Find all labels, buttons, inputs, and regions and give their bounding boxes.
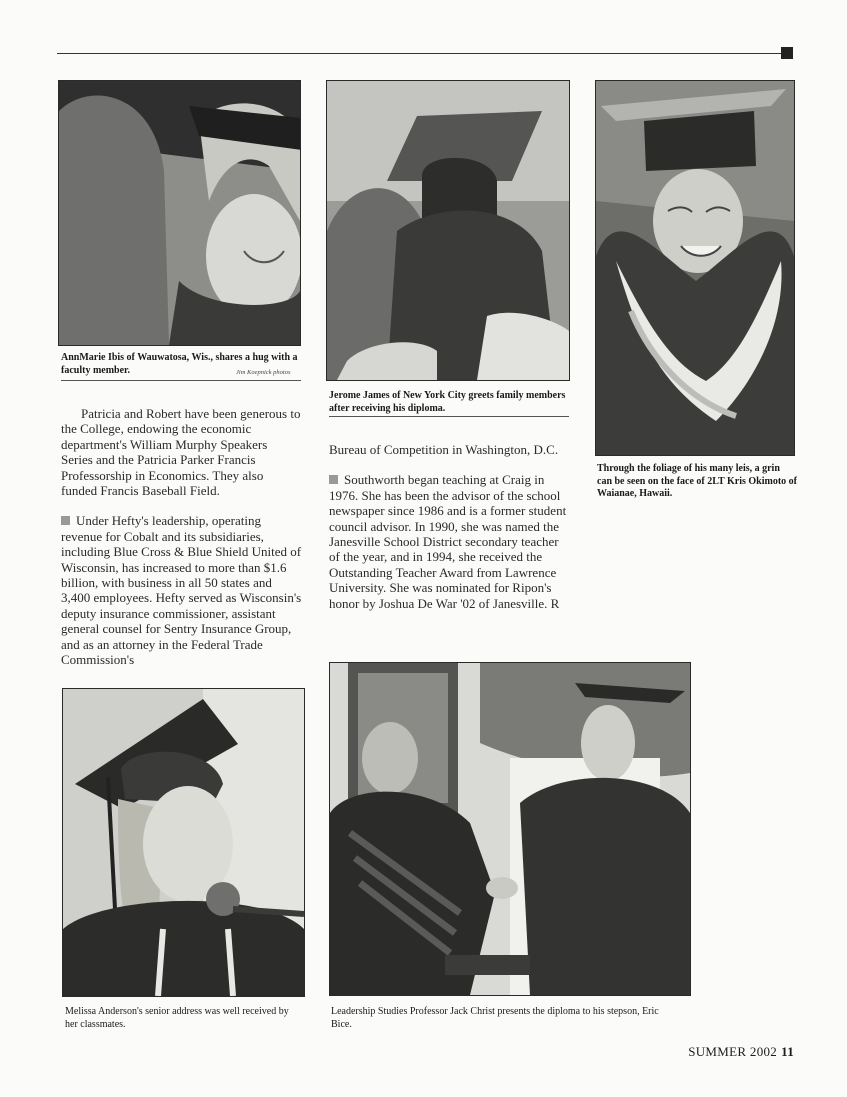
photo-leis	[595, 80, 795, 456]
end-mark: R	[550, 595, 560, 611]
article-column-2	[329, 442, 569, 611]
section-bullet-icon	[61, 516, 70, 525]
page-number: 11	[781, 1044, 794, 1059]
photo-hug	[58, 80, 301, 346]
caption-jerome: Jerome James of New York City greets family members after receiving his diploma.	[329, 390, 566, 414]
photo-credit: Jim Koepnick photos	[236, 369, 291, 376]
article-paragraph-text: Under Hefty's leadership, operating revenue for Cobalt and its subsidiaries, including Blue Cross & Blue Shield United of Wisconsin, has increased to more than $1.6 billion, with business in all 50 states and 3,400 employees. Hefty served as Wisconsin's deputy insurance commissioner, assistant general counsel for Sentry Insurance Group, and as an attorney in the Federal Trade Commission's	[61, 513, 302, 668]
page-folio	[688, 1044, 794, 1060]
header-rule	[57, 53, 787, 54]
caption-rule-hug	[61, 380, 301, 381]
photo-christ	[329, 662, 691, 996]
photo-melissa	[62, 688, 305, 997]
article-paragraph	[61, 513, 302, 667]
caption-hug: AnnMarie Ibis of Wauwatosa, Wis., shares a hug with a faculty member.	[61, 352, 298, 376]
section-bullet-icon	[329, 475, 338, 484]
article-paragraph: Bureau of Competition in Washington, D.C.	[329, 442, 559, 457]
article-paragraph-text: Southworth began teaching at Craig in 1976. She has been the advisor of the school newspaper since 1986 and is a former student council advisor. In 1990, she was named the Janesville School District secondary teacher of the year, and in 1994, she received the Outstanding Teacher Award from Lawrence University. She was nominated for Ripon's honor by Joshua De War '02 of Janesville.	[329, 472, 567, 611]
issue-label: SUMMER 2002	[688, 1044, 778, 1059]
article-paragraph	[329, 472, 569, 611]
article-paragraph: Patricia and Robert have been generous to the College, endowing the economic department's William Murphy Speakers Series and the Patricia Parker Francis Professorship in Economics. They also funded Francis Baseball Field.	[61, 406, 301, 499]
article-column-1	[61, 406, 302, 668]
caption-christ: Leadership Studies Professor Jack Christ presents the diploma to his stepson, Eric Bice.	[331, 1006, 659, 1030]
caption-leis: Through the foliage of his many leis, a grin can be seen on the face of 2LT Kris Okimoto of Waianae, Hawaii.	[597, 463, 797, 499]
caption-melissa: Melissa Anderson's senior address was well received by her classmates.	[65, 1006, 289, 1030]
photo-jerome	[326, 80, 570, 381]
caption-rule-jerome	[329, 416, 569, 417]
header-rule-block	[781, 47, 793, 59]
